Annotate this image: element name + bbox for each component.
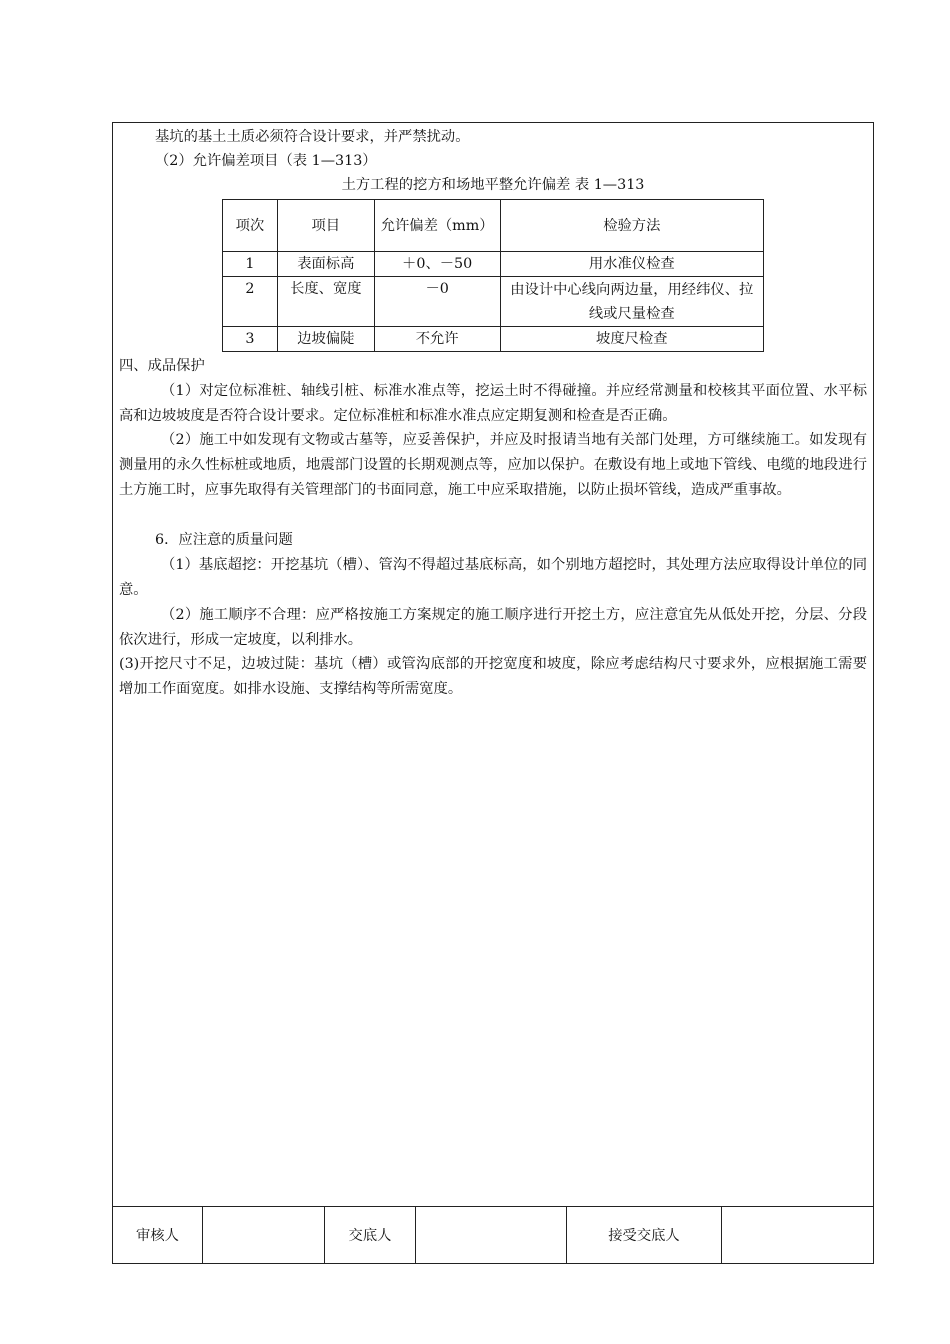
table-cell: 坡度尺检查 bbox=[500, 327, 763, 352]
table-header-row bbox=[223, 200, 764, 252]
table-header-cell: 项次 bbox=[223, 200, 278, 252]
table-row bbox=[223, 277, 764, 327]
table-cell: 3 bbox=[223, 327, 278, 352]
table-cell: 长度、宽度 bbox=[277, 277, 374, 327]
receiver-field[interactable] bbox=[722, 1207, 873, 1263]
reviewer-label: 审核人 bbox=[113, 1207, 203, 1263]
table-cell: ＋0、－50 bbox=[374, 252, 500, 277]
table-cell: 1 bbox=[223, 252, 278, 277]
table-row bbox=[223, 327, 764, 352]
table-header-cell: 允许偏差（mm） bbox=[374, 200, 500, 252]
receiver-label: 接受交底人 bbox=[567, 1207, 722, 1263]
text-line: 基坑的基土土质必须符合设计要求，并严禁扰动。 bbox=[155, 129, 470, 145]
paragraph: （1）对定位标准桩、轴线引桩、标准水准点等，挖运土时不得碰撞。并应经常测量和校核其平面位置、水平标高和边坡坡度是否符合设计要求。定位标准桩和标准水准点应定期复测和检查是否正确。 bbox=[119, 383, 867, 424]
table-cell: 不允许 bbox=[374, 327, 500, 352]
table-cell: －0 bbox=[374, 277, 500, 327]
paragraph: （1）基底超挖：开挖基坑（槽）、管沟不得超过基底标高，如个别地方超挖时，其处理方法应取得设计单位的同意。 bbox=[119, 557, 867, 598]
table-header-cell: 项目 bbox=[277, 200, 374, 252]
signature-row bbox=[113, 1206, 873, 1263]
table-cell: 表面标高 bbox=[277, 252, 374, 277]
table-row bbox=[223, 252, 764, 277]
document-frame bbox=[112, 122, 874, 1264]
paragraph: (3)开挖尺寸不足，边坡过陡：基坑（槽）或管沟底部的开挖宽度和坡度，除应考虑结构尺寸要求外，应根据施工需要增加工作面宽度。如排水设施、支撑结构等所需宽度。 bbox=[119, 656, 867, 697]
table-header-cell: 检验方法 bbox=[500, 200, 763, 252]
paragraph: （2）施工中如发现有文物或古墓等，应妥善保护，并应及时报请当地有关部门处理，方可继续施工。如发现有测量用的永久性标桩或地质，地震部门设置的长期观测点等，应加以保护。在敷设有地上或地下管线、电缆的地段进行土方施工时，应事先取得有关管理部门的书面同意，施工中应采取措施，以防止损坏管线，造成严重事故。 bbox=[119, 432, 867, 498]
table-cell: 边坡偏陡 bbox=[277, 327, 374, 352]
document-body bbox=[113, 123, 873, 1207]
section-title: 四、成品保护 bbox=[119, 358, 205, 374]
table-cell: 用水准仪检查 bbox=[500, 252, 763, 277]
section-title: 6．应注意的质量问题 bbox=[155, 532, 293, 548]
table-cell: 2 bbox=[223, 277, 278, 327]
paragraph: （2）施工顺序不合理：应严格按施工方案规定的施工顺序进行开挖土方，应注意宜先从低处开挖，分层、分段依次进行，形成一定坡度，以利排水。 bbox=[119, 607, 867, 648]
handover-field[interactable] bbox=[416, 1207, 567, 1263]
tolerance-table bbox=[222, 199, 764, 352]
reviewer-field[interactable] bbox=[203, 1207, 325, 1263]
handover-label: 交底人 bbox=[325, 1207, 416, 1263]
text-line: （2）允许偏差项目（表 1—313） bbox=[155, 153, 377, 169]
table-caption: 土方工程的挖方和场地平整允许偏差 表 1—313 bbox=[341, 177, 645, 193]
table-cell: 由设计中心线向两边量，用经纬仪、拉线或尺量检查 bbox=[500, 277, 763, 327]
